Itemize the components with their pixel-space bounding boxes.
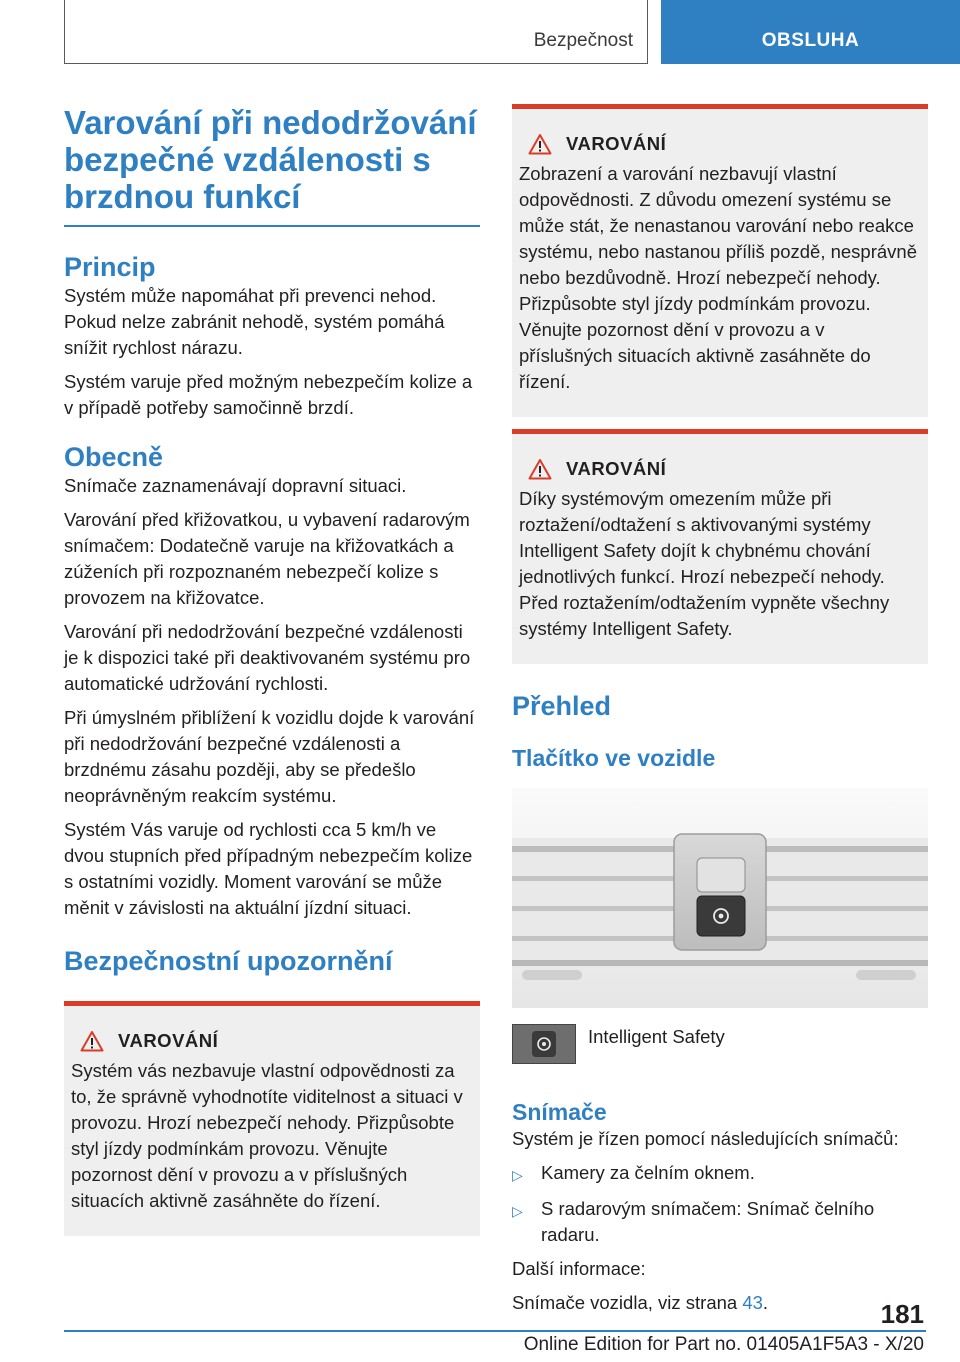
intelligent-safety-button-icon: [512, 1024, 576, 1064]
more-info-label: Další informace:: [512, 1258, 646, 1279]
warning-title: VAROVÁNÍ: [566, 133, 667, 154]
warning-text: Zobrazení a varování nezbavují vlastní odpovědnosti. Z důvodu omezení systému se může stát, že nenastanou varování nebo reakce systému, nebo nastanou příliš pozdě, nesprávně nebo bezdůvodně. Hrozí nebezpečí nehody. Přizpůsobte styl jízdy podmínkám provozu. Věnujte pozornost dění v provozu a v příslušných situacích aktivně zasáhněte do řízení.: [519, 163, 917, 392]
vehicle-button-photo: [512, 788, 928, 1008]
warning-box-safety: [64, 1001, 480, 1236]
snimace-intro: Systém je řízen pomocí následujících snímačů:: [512, 1128, 899, 1149]
list-item: ▷ S radarovým snímačem: Snímač čelního radaru.: [512, 1196, 928, 1248]
princip-text-1: Systém může napomáhat při prevenci nehod. Pokud nelze zabránit nehodě, systém pomáhá snížit rychlost nárazu.: [64, 284, 445, 358]
warning-title: VAROVÁNÍ: [118, 1029, 219, 1051]
warning-box-towing: [512, 429, 928, 664]
obecne-heading: Obecně: [64, 441, 164, 472]
header-section-title: Bezpečnost: [533, 30, 633, 51]
tlacitko-heading: Tlačítko ve vozidle: [512, 745, 716, 771]
page-number: 181: [880, 1299, 924, 1329]
left-column: [64, 104, 480, 1236]
obecne-text-5: Systém Vás varuje od rychlosti cca 5 km/h ve dvou stupních před případným nebezpečím kolize s ostatními vozidly. Moment varování se může měnit v závislosti na aktuální jízdní situaci.: [64, 818, 473, 918]
bullet-triangle-icon: ▷: [512, 1203, 523, 1219]
warning-triangle-icon: [80, 1030, 104, 1052]
warning-triangle-icon: [528, 458, 552, 480]
obecne-text-3: Varování při nedodržování bezpečné vzdálenosti je k dispozici také při deaktivovaném systému pro automatické udržování rychlosti.: [64, 620, 471, 694]
right-column: [512, 104, 928, 1324]
legend-label: Intelligent Safety: [588, 1026, 725, 1047]
bezpecnost-heading: Bezpečnostní upozornění: [64, 945, 393, 976]
header-box: [64, 0, 648, 64]
legend-row: [512, 1024, 928, 1064]
warning-box-limits: [512, 104, 928, 417]
list-item: ▷ Kamery za čelním oknem.: [512, 1160, 928, 1188]
warning-text: Systém vás nezbavuje vlastní odpovědnosti za to, že správně vyhodnotíte viditelnost a situaci v provozu. Hrozí nebezpečí nehody. Přizpůsobte styl jízdy podmínkám provozu. Věnujte pozornost dění v provozu a v příslušných situacích aktivně zasáhněte do řízení.: [71, 1059, 463, 1211]
snimace-heading: Snímače: [512, 1099, 607, 1125]
obecne-text-1: Snímače zaznamenávají dopravní situaci.: [64, 474, 407, 496]
bullet-triangle-icon: ▷: [512, 1167, 523, 1183]
warning-text: Díky systémovým omezením může při roztažení/odtažení s aktivovanými systémy Intelligent Safety dojít k chybnému chování jednotlivých funkcí. Hrozí nebezpečí nehody. Před roztažením/odtažením vypněte všechny systémy Intelligent Safety.: [519, 488, 890, 639]
header-tab: [661, 0, 960, 64]
page-reference-link[interactable]: 43: [742, 1292, 763, 1313]
princip-text-2: Systém varuje před možným nebezpečím kolize a v případě potřeby samočinně brzdí.: [64, 370, 473, 418]
warning-title: VAROVÁNÍ: [566, 458, 667, 479]
reference-line: Snímače vozidla, viz strana 43.: [512, 1292, 769, 1313]
obecne-text-2: Varování před křižovatkou, u vybavení radarovým snímačem: Dodatečně varuje na křižovatkách a zúženích při rozpoznaném nebezpečí kolize s provozem na křižovatce.: [64, 508, 470, 608]
obecne-text-4: Při úmyslném přiblížení k vozidlu dojde k varování při nedodržování bezpečné vzdálenosti a brzdnému zásahu později, aby se předešlo neoprávněným reakcím systému.: [64, 706, 475, 806]
princip-heading: Princip: [64, 251, 156, 282]
header-tab-label: OBSLUHA: [761, 30, 860, 51]
page-title: Varování při nedodržování bezpečné vzdálenosti s brzdnou funkcí: [64, 104, 477, 215]
footer-edition: Online Edition for Part no. 01405A1F5A3 - X/20: [523, 1334, 924, 1355]
footer-rule: [64, 1330, 926, 1332]
title-rule: [64, 225, 480, 227]
warning-triangle-icon: [528, 133, 552, 155]
prehled-heading: Přehled: [512, 691, 612, 721]
